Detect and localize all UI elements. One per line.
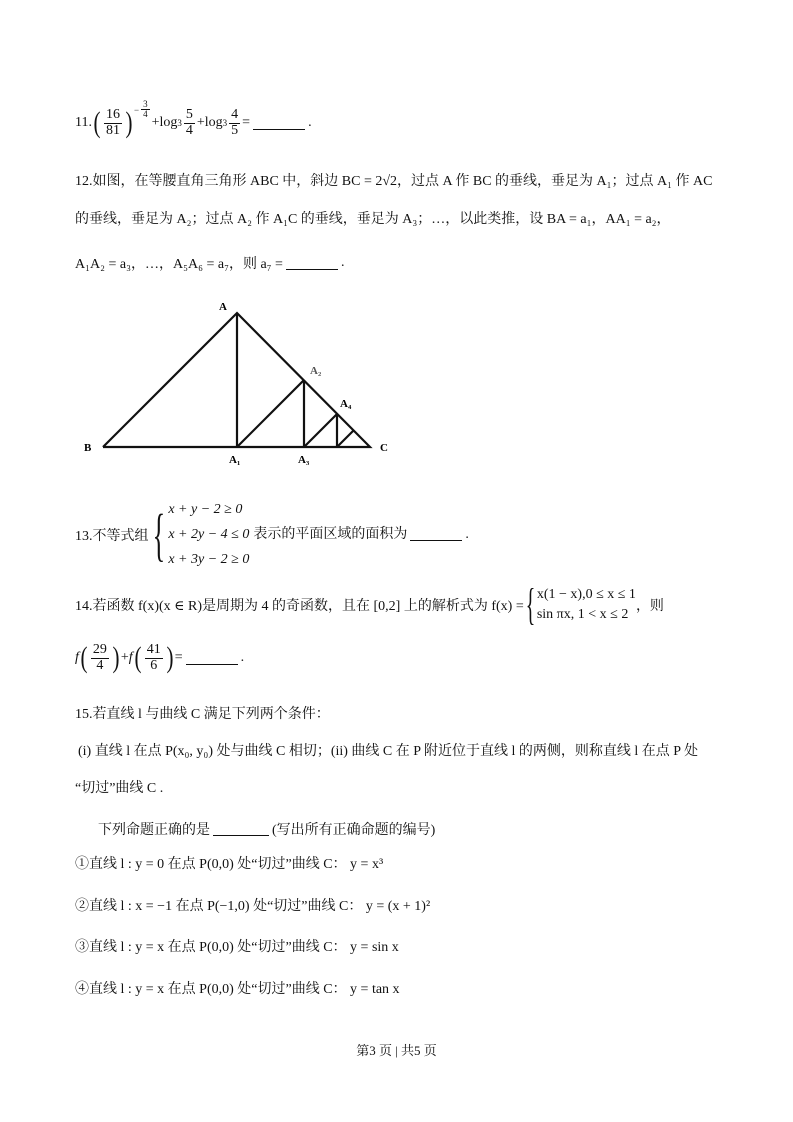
label-b: B (84, 442, 92, 454)
answer-blank[interactable] (410, 528, 462, 541)
answer-blank[interactable] (213, 823, 269, 836)
period: . (465, 527, 469, 542)
numerator: 4 (231, 107, 239, 122)
label-a1: A₁ (229, 454, 241, 466)
inequality: x + 2y − 4 ≤ 0 (168, 527, 250, 542)
label-a4: A₄ (340, 398, 352, 410)
log-text: +log (196, 115, 223, 131)
fraction (145, 643, 163, 673)
log-text: +log (151, 115, 178, 131)
segment-a3-a4 (304, 414, 337, 447)
period: . (240, 650, 245, 666)
denominator: 81 (105, 122, 120, 138)
equals: = (174, 650, 183, 666)
numerator: 3 (143, 99, 148, 109)
option-1: ①直线 l : y = 0 在点 P(0,0) 处“切过”曲线 C： y = x³ (75, 857, 384, 872)
option-2: ②直线 l : x = −1 在点 P(−1,0) 处“切过”曲线 C： y = (x + 1)² (75, 899, 431, 914)
case: sin πx, 1 < x ≤ 2 (536, 607, 629, 622)
left-brace: { (525, 580, 536, 629)
segment-a5-a6 (337, 431, 353, 447)
denominator: 4 (185, 122, 193, 138)
label-a3: A₃ (298, 454, 310, 466)
denominator: 4 (96, 657, 104, 673)
prefix-text: 13.不等式组 (75, 528, 149, 544)
left-paren: ( (134, 641, 142, 675)
suffix-text: ，则 (635, 599, 664, 614)
option-3: ③直线 l : y = x 在点 P(0,0) 处“切过”曲线 C： y = sin x (75, 940, 399, 955)
denominator: 5 (231, 122, 239, 138)
label-a: A (219, 301, 227, 313)
plus: + (120, 650, 129, 666)
question-15-prompt (98, 819, 435, 839)
equals: = (242, 115, 251, 131)
piecewise-cases (537, 585, 636, 625)
case: x(1 − x),0 ≤ x ≤ 1 (536, 587, 636, 602)
inequality-system (168, 497, 469, 572)
answer-blank[interactable] (186, 652, 238, 665)
line-text: A₁A₂ = a₃，…，A₅A₆ = a₇，则 a₇ = (75, 257, 283, 272)
prompt-text: 下列命题正确的是 (98, 823, 210, 838)
exp-sign: − (133, 104, 140, 115)
watermark (380, 347, 465, 422)
function-f: f (128, 650, 133, 666)
figure-lines (103, 313, 370, 447)
question-15-line-2: (i) 直线 l 在点 P(x₀, y₀) 处与曲线 C 相切；(ii) 曲线 C 在 P 附近位于直线 l 的两侧，则称直线 l 在点 P 处 (78, 744, 699, 759)
page-footer: 第3 页 | 共5 页 (356, 1043, 437, 1058)
right-paren: ) (166, 641, 174, 675)
function-f: f (75, 650, 79, 666)
question-13 (75, 497, 469, 572)
question-12-line-2: 的垂线，垂足为 A₂；过点 A₂ 作 A₁C 的垂线，垂足为 A₃；…，以此类推，设 BA = a₁，AA₁ = a₂， (75, 212, 671, 227)
left-paren: ( (80, 641, 88, 675)
inequality: x + 3y − 2 ≥ 0 (168, 552, 250, 567)
question-14-expression (75, 643, 244, 673)
fraction (91, 643, 109, 673)
numerator: 29 (92, 642, 107, 657)
denominator: 4 (143, 109, 148, 120)
left-brace: { (152, 501, 165, 567)
question-15-line-3: “切过”曲线 C . (75, 781, 164, 796)
suffix-text: 表示的平面区域的面积为 (253, 527, 408, 542)
question-12-line-1: 12.如图，在等腰直角三角形 ABC 中，斜边 BC = 2√2，过点 A 作 BC 的垂线，垂足为 A₁；过点 A₁ 作 AC (75, 174, 713, 189)
right-paren: ) (112, 641, 120, 675)
log-base: 3 (222, 118, 228, 129)
numerator: 16 (105, 107, 120, 122)
inequality: x + y − 2 ≥ 0 (168, 502, 243, 517)
label-a2: A₂ (310, 365, 322, 377)
prefix-text: 14.若函数 f(x)(x ∈ R)是周期为 4 的奇函数，且在 [0,2] 上的解析式为 f(x) = (75, 599, 524, 614)
period: . (340, 255, 345, 270)
option-4: ④直线 l : y = x 在点 P(0,0) 处“切过”曲线 C： y = tan x (75, 982, 400, 997)
question-14 (75, 580, 664, 629)
denominator: 6 (150, 657, 158, 673)
question-number: 11. (75, 115, 92, 131)
left-paren: ( (93, 106, 101, 140)
numerator: 41 (146, 642, 161, 657)
log-base: 3 (177, 118, 182, 129)
right-paren: ) (125, 106, 133, 140)
segment-a1-a2 (237, 380, 304, 447)
prompt-suffix: (写出所有正确命题的编号) (272, 823, 436, 838)
period: . (308, 115, 312, 131)
question-15-line-1: 15.若直线 l 与曲线 C 满足下列两个条件： (75, 707, 330, 722)
numerator: 5 (185, 107, 193, 122)
label-c: C (380, 442, 388, 454)
